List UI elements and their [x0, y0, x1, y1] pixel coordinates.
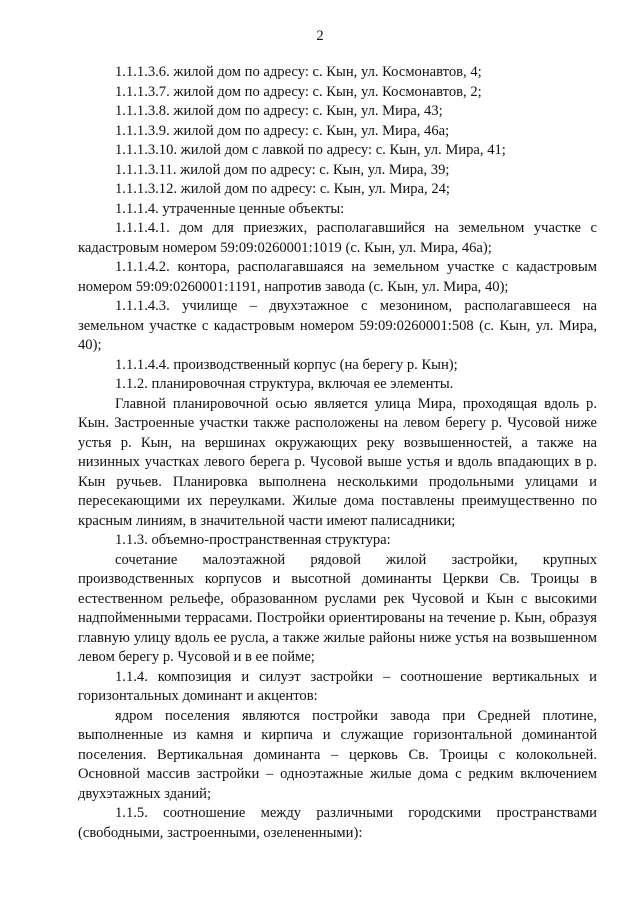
paragraph-1-1-1-3-11: 1.1.1.3.11. жилой дом по адресу: с. Кын, ул. Мира, 39; — [115, 161, 450, 178]
page-number: 2 — [316, 28, 324, 44]
paragraph-1-1-1-3-6: 1.1.1.3.6. жилой дом по адресу: с. Кын, ул. Космонавтов, 4; — [115, 64, 482, 80]
paragraph-1-1-1-4-1: 1.1.1.4.1. дом для приезжих, располагавшийся на земельном участке с кадастровым номером 59:09:0260001:1019 (с. Кын, ул. Мира, 46а); — [78, 220, 597, 256]
paragraph-1-1-1-3-10: 1.1.1.3.10. жилой дом с лавкой по адресу: с. Кын, ул. Мира, 41; — [115, 142, 506, 158]
paragraph-1-1-1-3-9: 1.1.1.3.9. жилой дом по адресу: с. Кын, ул. Мира, 46а; — [115, 122, 450, 139]
paragraph-1-1-5: 1.1.5. соотношение между различными городскими пространствами (свободными, застроенными, озелененными): — [78, 805, 597, 841]
paragraph-1-1-1-4: 1.1.1.4. утраченные ценные объекты: — [115, 200, 345, 217]
paragraph-1-1-1-3-12: 1.1.1.3.12. жилой дом по адресу: с. Кын, ул. Мира, 24; — [115, 181, 450, 197]
paragraph-1-1-4: 1.1.4. композиция и силуэт застройки – соотношение вертикальных и горизонтальных доминант и акцентов: — [78, 668, 597, 704]
paragraph-1-1-1-4-4: 1.1.1.4.4. производственный корпус (на берегу р. Кын); — [115, 356, 458, 373]
paragraph-planning-text: Главной планировочной осью является улица Мира, проходящая вдоль р. Кын. Застроенные участки также расположены на левом берегу р. Чусовой ниже устья р. Кын, на вершинах окружающих реку возвышенностей, а также на низинных участках левого берега р. Чусовой выше устья и вдоль впадающих в р. Кын ручьев. Планировка выполнена несколькими продольными улицами и пересекающими их переулками. Жилые дома поставлены преимущественно по красным линиям, в значительной части имеют палисадники; — [78, 395, 597, 529]
document-body — [78, 63, 597, 843]
paragraph-1-1-3: 1.1.3. объемно-пространственная структура: — [115, 532, 391, 548]
paragraph-1-1-1-4-2: 1.1.1.4.2. контора, располагавшаяся на земельном участке с кадастровым номером 59:09:0260001:1191, напротив завода (с. Кын, ул. Мира, 40); — [78, 259, 597, 295]
paragraph-1-1-1-4-3: 1.1.1.4.3. училище – двухэтажное с мезонином, располагавшееся на земельном участке с кадастровым номером 59:09:0260001:508 (с. Кын, ул. Мира, 40); — [78, 298, 597, 353]
paragraph-composition-text: ядром поселения являются постройки завода при Средней плотине, выполненные из камня и кирпича и служащие горизонтальной доминантой поселения. Вертикальная доминанта – церковь Св. Троицы с колокольней. Основной массив застройки – одноэтажные жилые дома с редким включением двухэтажных зданий; — [78, 707, 597, 802]
paragraph-1-1-1-3-8: 1.1.1.3.8. жилой дом по адресу: с. Кын, ул. Мира, 43; — [115, 103, 443, 119]
paragraph-1-1-1-3-7: 1.1.1.3.7. жилой дом по адресу: с. Кын, ул. Космонавтов, 2; — [115, 83, 482, 100]
paragraph-1-1-2: 1.1.2. планировочная структура, включая ее элементы. — [115, 376, 454, 392]
paragraph-volume-text: сочетание малоэтажной рядовой жилой застройки, крупных производственных корпусов и высотной доминанты Церкви Св. Троицы в естественном рельефе, образованном руслами рек Чусовой и Кын с высокими надпойменными террасами. Постройки ориентированы на течение р. Кын, образуя главную улицу вдоль ее русла, а также жилые районы ниже устья на возвышенном левом берегу р. Чусовой и в ее пойме; — [78, 551, 597, 665]
